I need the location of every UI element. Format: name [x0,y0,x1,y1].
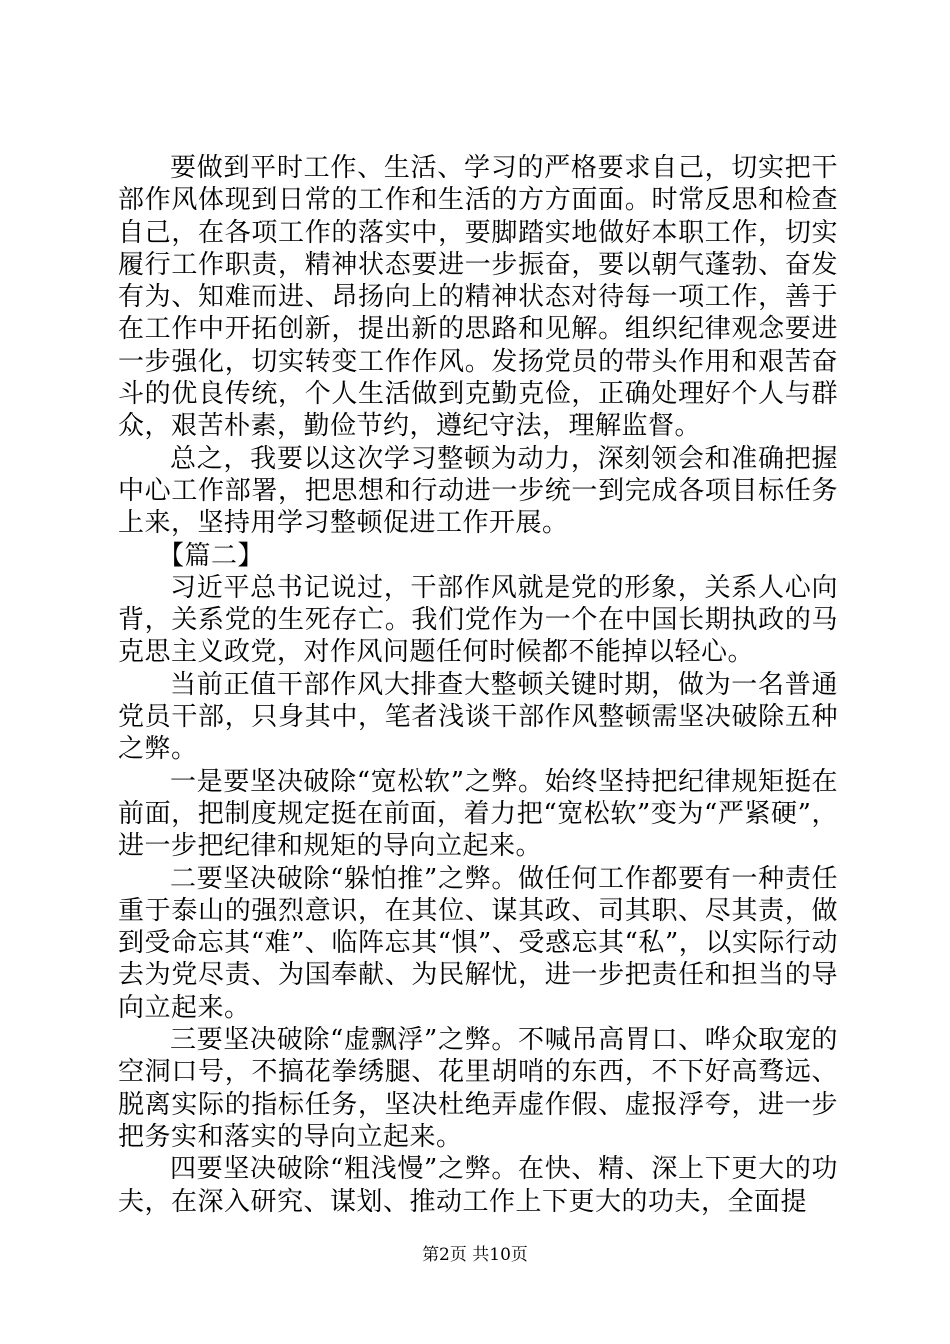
paragraph-current-period: 当前正值干部作风大排查大整顿关键时期，做为一名普通党员干部，只身其中，笔者浅谈干部作风整顿需坚决破除五种之弊。 [118,669,838,765]
paragraph-style-requirements: 要做到平时工作、生活、学习的严格要求自己，切实把干部作风体现到日常的工作和生活的方方面面。时常反思和检查自己，在各项工作的落实中，要脚踏实地做好本职工作，切实履行工作职责，精神状态要进一步振奋，要以朝气蓬勃、奋发有为、知难而进、昂扬向上的精神状态对待每一项工作，善于在工作中开拓创新，提出新的思路和见解。组织纪律观念要进一步强化，切实转变工作作风。发扬党员的带头作用和艰苦奋斗的优良传统，个人生活做到克勤克俭，正确处理好个人与群众，艰苦朴素，勤俭节约，遵纪守法，理解监督。 [118,153,838,442]
paragraph-point-one: 一是要坚决破除“宽松软”之弊。始终坚持把纪律规矩挺在前面，把制度规定挺在前面，着力把“宽松软”变为“严紧硬”，进一步把纪律和规矩的导向立起来。 [118,766,838,862]
paragraph-conclusion: 总之，我要以这次学习整顿为动力，深刻领会和准确把握中心工作部署，把思想和行动进一步统一到完成各项目标任务上来，坚持用学习整顿促进工作开展。 [118,443,838,539]
document-body [118,152,838,1218]
paragraph-point-three: 三要坚决破除“虚飘浮”之弊。不喊吊高胃口、哗众取宠的空洞口号，不搞花拳绣腿、花里胡哨的东西，不下好高骛远、脱离实际的指标任务，坚决杜绝弄虚作假、虚报浮夸，进一步把务实和落实的导向立起来。 [118,1025,838,1152]
section-heading-part-two: 【篇二】 [158,540,265,571]
page-number-footer: 第2页 共10页 [422,1245,528,1265]
paragraph-xi-quote: 习近平总书记说过，干部作风就是党的形象，关系人心向背，关系党的生死存亡。我们党作为一个在中国长期执政的马克思主义政党，对作风问题任何时候都不能掉以轻心。 [118,572,838,668]
paragraph-point-two: 二要坚决破除“躲怕推”之弊。做任何工作都要有一种责任重于泰山的强烈意识，在其位、谋其政、司其职、尽其责，做到受命忘其“难”、临阵忘其“惧”、受惑忘其“私”，以实际行动去为党尽责、为国奉献、为民解忧，进一步把责任和担当的导向立起来。 [118,863,838,1023]
paragraph-point-four: 四要坚决破除“粗浅慢”之弊。在快、精、深上下更大的功夫，在深入研究、谋划、推动工作上下更大的功夫，全面提 [118,1154,838,1217]
